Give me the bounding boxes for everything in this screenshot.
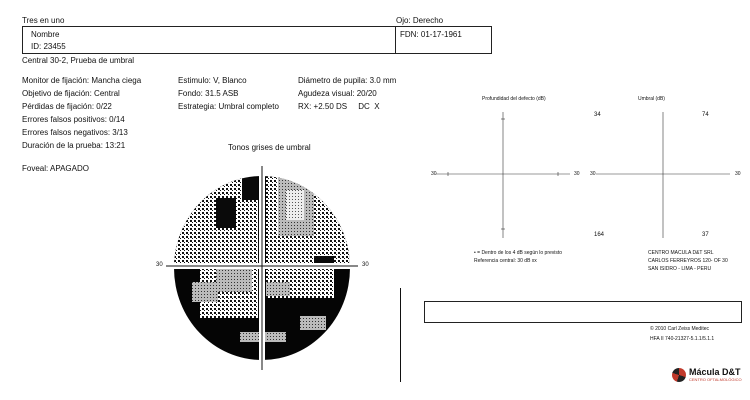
- name-field: Nombre: [31, 30, 60, 39]
- grayscale-title: Tonos grises de umbral: [228, 143, 311, 152]
- threshold-map-title: Umbral (dB): [638, 96, 665, 102]
- corner-bl: 164: [594, 232, 605, 238]
- grayscale-plot: [150, 156, 380, 382]
- logo-tagline: CENTRO OFTALMOLÓGICO: [689, 377, 742, 382]
- corner-tr: 74: [702, 112, 709, 118]
- depth-map: [428, 104, 578, 244]
- box-divider: [395, 27, 396, 53]
- patient-info-box: [22, 26, 492, 54]
- param-stimulus: Estimulo: V, Blanco: [178, 76, 247, 85]
- empty-report-box: [424, 301, 742, 323]
- id-field: ID: 23455: [31, 42, 66, 51]
- center-city: SAN ISIDRO - LIMA - PERU: [648, 266, 712, 272]
- threshold-axis-left: 30: [590, 171, 596, 177]
- threshold-map: [588, 104, 738, 244]
- macula-logo-icon: [672, 368, 686, 382]
- param-false-neg: Errores falsos negativos: 3/13: [22, 128, 128, 137]
- center-name: CENTRO MACULA D&T SRL: [648, 250, 714, 256]
- param-strategy: Estrategia: Umbral completo: [178, 102, 279, 111]
- threshold-axis-right: 30: [735, 171, 741, 177]
- vertical-rule: [400, 288, 401, 382]
- param-foveal: Foveal: APAGADO: [22, 164, 89, 173]
- depth-axis-left: 30: [431, 171, 437, 177]
- depth-map-title: Profundidad del defecto (dB): [482, 96, 546, 102]
- eye-caption: Ojo: Derecho: [396, 16, 444, 25]
- version: HFA II 740-21327-5.1.1/5.1.1: [650, 336, 715, 342]
- param-false-pos: Errores falsos positivos: 0/14: [22, 115, 125, 124]
- param-duration: Duración de la prueba: 13:21: [22, 141, 126, 150]
- dob-field: FDN: 01-17-1961: [400, 30, 462, 39]
- param-fixation-losses: Pérdidas de fijación: 0/22: [22, 102, 112, 111]
- param-background: Fondo: 31.5 ASB: [178, 89, 239, 98]
- depth-axis-right: 30: [574, 171, 580, 177]
- param-acuity: Agudeza visual: 20/20: [298, 89, 377, 98]
- param-col-2: [178, 76, 279, 115]
- corner-br: 37: [702, 232, 709, 238]
- corner-tl: 34: [594, 112, 601, 118]
- param-fixation-monitor: Monitor de fijación: Mancha ciega: [22, 76, 142, 85]
- center-address: CARLOS FERREYROS 120- OF 30: [648, 258, 728, 264]
- test-name: Central 30-2, Prueba de umbral: [22, 56, 135, 65]
- param-col-1: [22, 76, 141, 177]
- param-fixation-target: Objetivo de fijación: Central: [22, 89, 120, 98]
- logo-name: Mácula D&T: [689, 367, 741, 377]
- param-rx: RX: +2.50 DS DC X: [298, 102, 380, 111]
- param-col-3: [298, 76, 396, 115]
- copyright: © 2010 Carl Zeiss Meditec: [650, 326, 709, 332]
- legend-within-4db: • = Dentro de los 4 dB según lo previsto: [474, 250, 563, 256]
- patient-name-caption: Tres en uno: [22, 16, 65, 25]
- legend-central-reference: Referencia central: 30 dB xx: [474, 258, 537, 264]
- grayscale-axis-left: 30: [156, 262, 163, 268]
- param-pupil: Diámetro de pupila: 3.0 mm: [298, 76, 397, 85]
- grayscale-axis-right: 30: [362, 262, 369, 268]
